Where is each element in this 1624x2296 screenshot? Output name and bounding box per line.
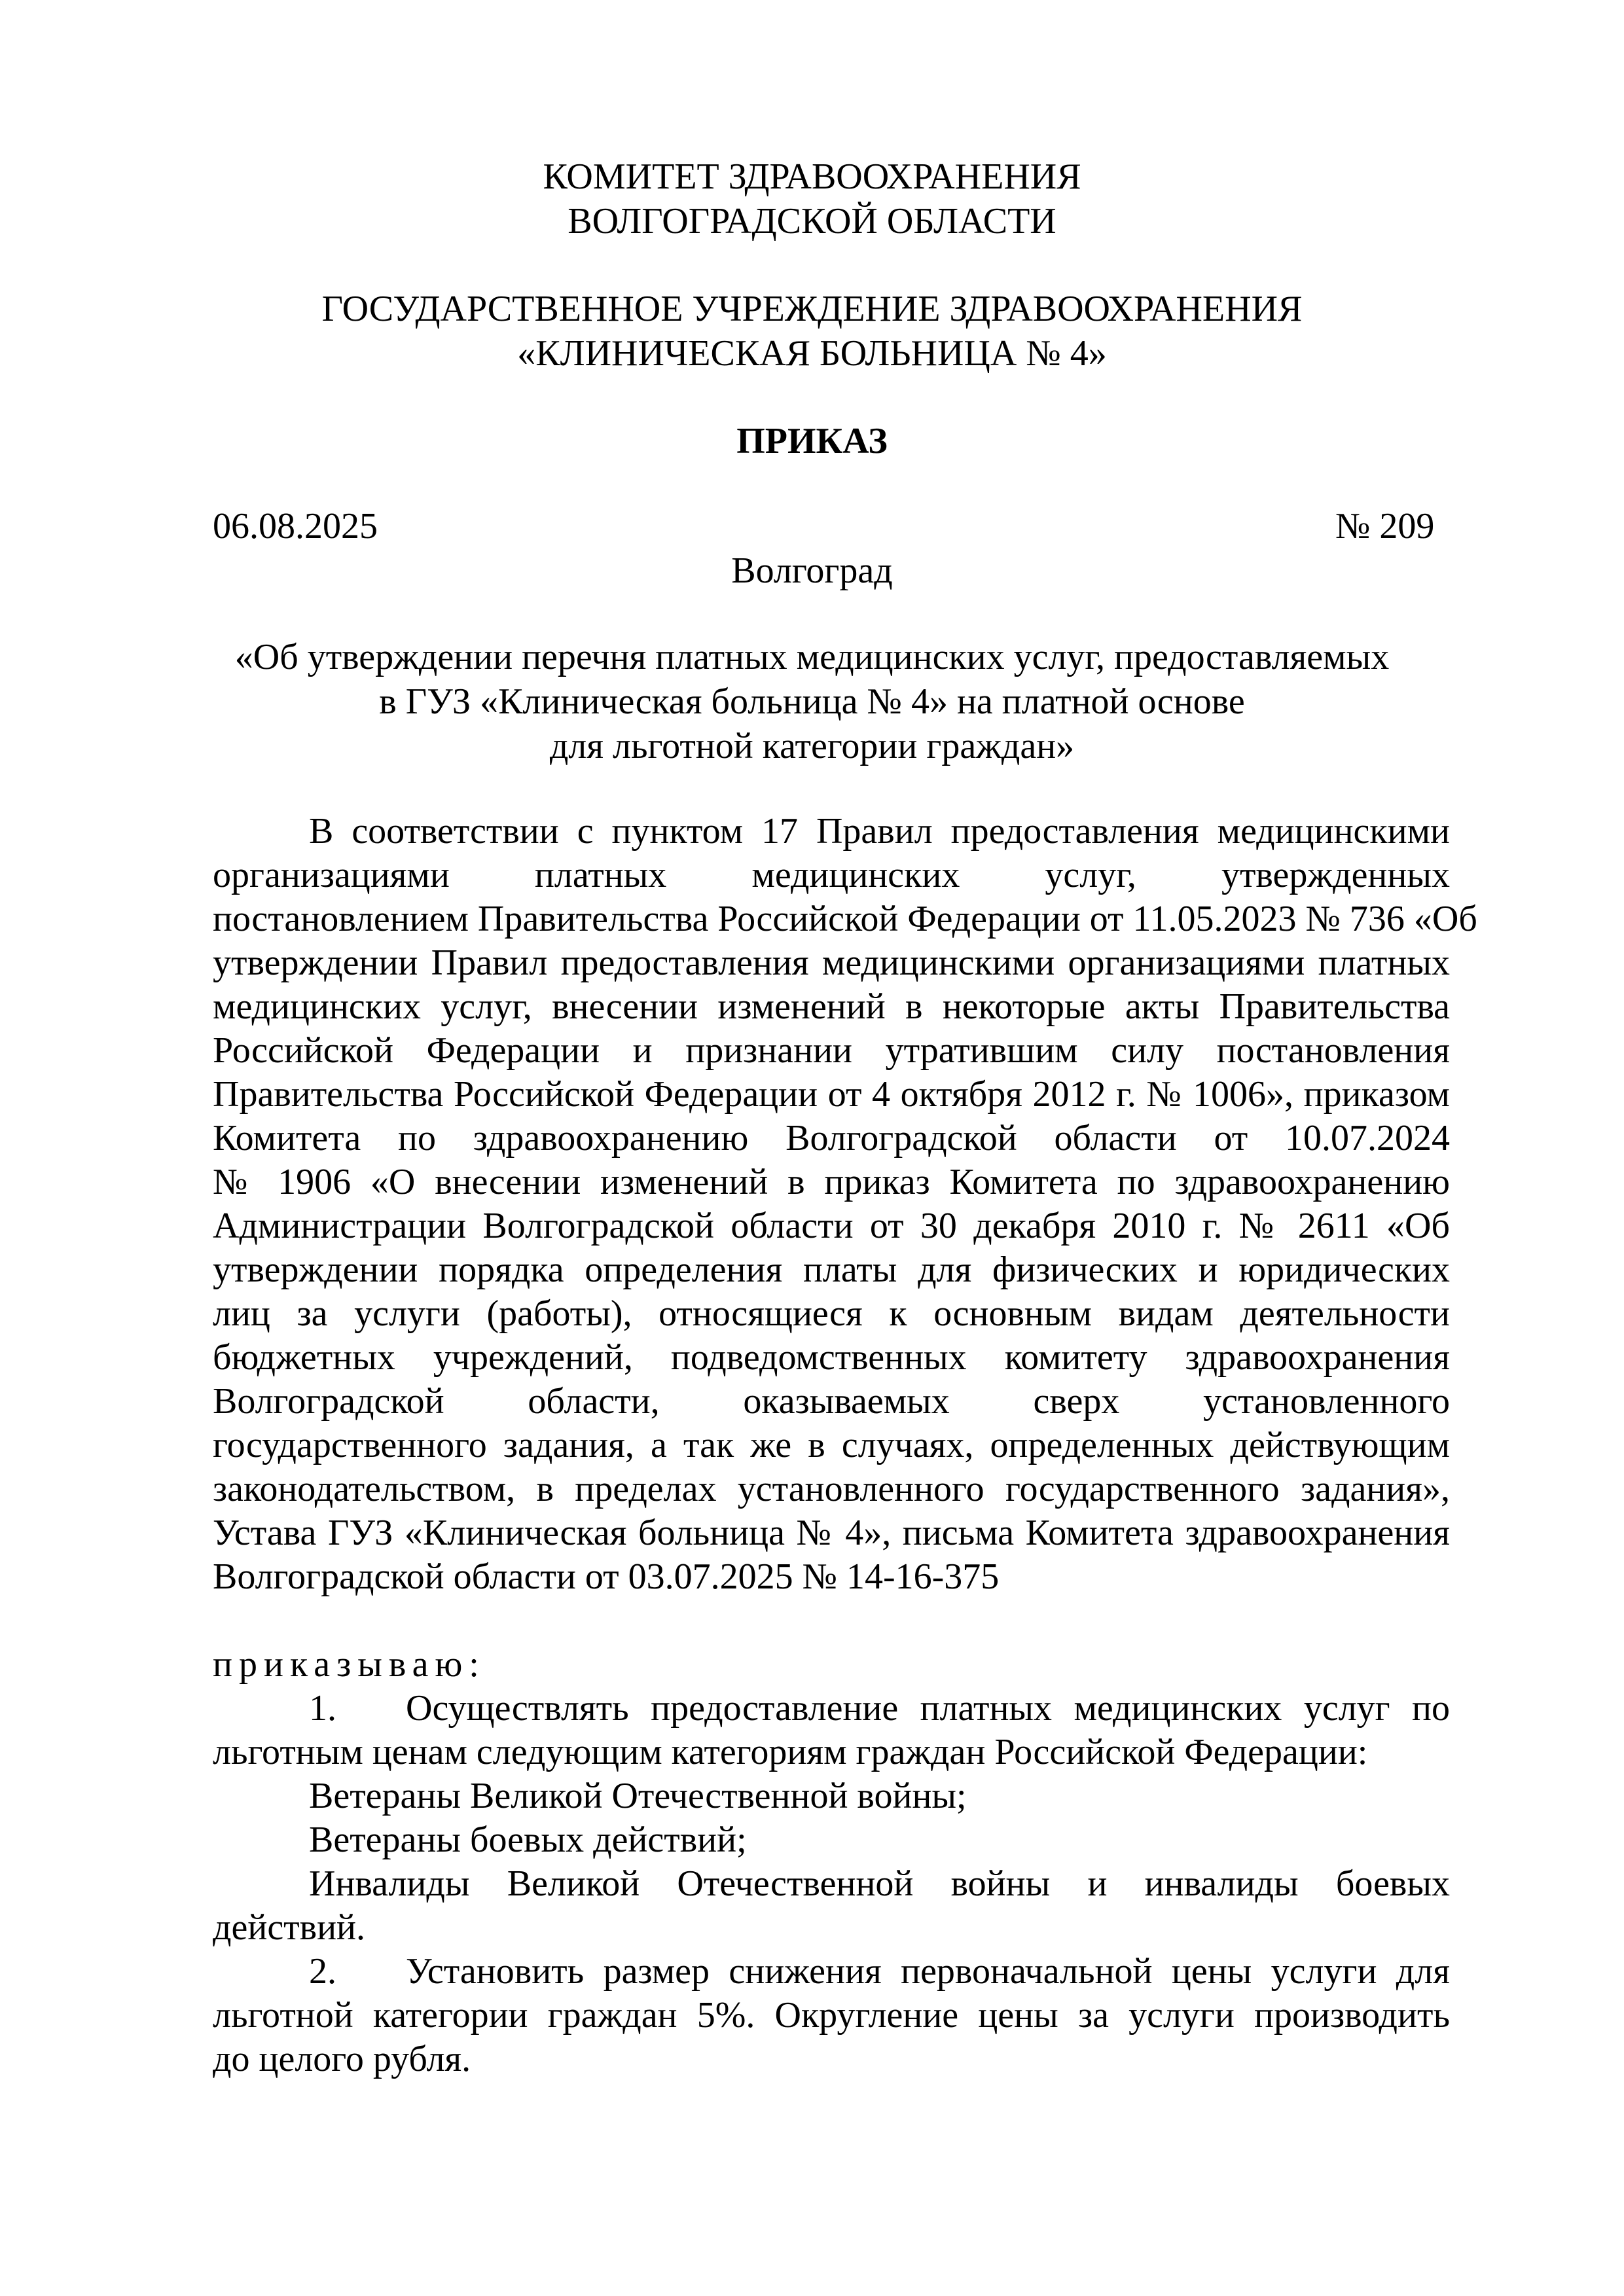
beneficiary-category: Инвалиды Великой Отечественной войны и инвалиды боевых — [309, 1863, 1450, 1904]
document-date: 06.08.2025 — [213, 506, 378, 547]
preamble-line: Правительства Российской Федерации от 4 октября 2012 г. № 1006», приказом — [213, 1074, 1450, 1115]
preamble-line: Волгоградской области от 03.07.2025 № 14-16-375 — [213, 1556, 1000, 1597]
order-item-text: льготным ценам следующим категориям граждан Российской Федерации: — [213, 1732, 1368, 1772]
title-line-2: в ГУЗ «Клиническая больница № 4» на платной основе — [379, 681, 1245, 722]
preamble-line: утверждении порядка определения платы для физических и юридических — [213, 1249, 1450, 1290]
order-verb: приказываю: — [213, 1644, 486, 1685]
title-line-3: для льготной категории граждан» — [549, 726, 1075, 766]
preamble-line: Российской Федерации и признании утратившим силу постановления — [213, 1030, 1450, 1071]
beneficiary-category: Ветераны Великой Отечественной войны; — [309, 1776, 967, 1816]
preamble-line: постановлением Правительства Российской Федерации от 11.05.2023 № 736 «Об — [213, 899, 1477, 939]
institution-line-1: ГОСУДАРСТВЕННОЕ УЧРЕЖДЕНИЕ ЗДРАВООХРАНЕНИЯ — [321, 289, 1303, 329]
preamble-line: Волгоградской области, оказываемых сверх установленного — [213, 1381, 1450, 1422]
preamble-line: государственного задания, а так же в случаях, определенных действующим — [213, 1425, 1450, 1465]
order-item-number: 2. — [309, 1951, 336, 1992]
institution-line-2: «КЛИНИЧЕСКАЯ БОЛЬНИЦА № 4» — [517, 333, 1107, 374]
document-type: ПРИКАЗ — [736, 421, 888, 461]
preamble-line: Комитета по здравоохранению Волгоградской области от 10.07.2024 — [213, 1118, 1450, 1158]
preamble-line: утверждении Правил предоставления медицинскими организациями платных — [213, 942, 1450, 983]
order-item-text: Установить размер снижения первоначальной цены услуги для — [406, 1951, 1450, 1992]
preamble-line: Устава ГУЗ «Клиническая больница № 4», письма Комитета здравоохранения — [213, 1513, 1450, 1553]
preamble-line: В соответствии с пунктом 17 Правил предоставления медицинскими — [309, 811, 1450, 852]
order-item-number: 1. — [309, 1688, 336, 1729]
committee-line-1: КОМИТЕТ ЗДРАВООХРАНЕНИЯ — [543, 156, 1081, 197]
preamble-line: медицинских услуг, внесении изменений в некоторые акты Правительства — [213, 986, 1450, 1027]
beneficiary-category: Ветераны боевых действий; — [309, 1820, 747, 1860]
preamble-line: бюджетных учреждений, подведомственных комитету здравоохранения — [213, 1337, 1450, 1378]
order-item-text: Осуществлять предоставление платных медицинских услуг по — [406, 1688, 1450, 1729]
preamble-line: лиц за услуги (работы), относящиеся к основным видам деятельности — [213, 1293, 1450, 1334]
order-item-text: льготной категории граждан 5%. Округление цены за услуги производить — [213, 1995, 1450, 2036]
preamble-line: Администрации Волгоградской области от 30 декабря 2010 г. № 2611 «Об — [213, 1206, 1450, 1246]
document-number: № 209 — [1335, 506, 1435, 547]
preamble-line: законодательством, в пределах установленного государственного задания», — [213, 1469, 1450, 1509]
order-item-text: до целого рубля. — [213, 2039, 471, 2079]
document-city: Волгоград — [731, 550, 893, 591]
title-line-1: «Об утверждении перечня платных медицинских услуг, предоставляемых — [234, 637, 1390, 677]
beneficiary-category-continued: действий. — [213, 1907, 366, 1948]
preamble-line: организациями платных медицинских услуг, утвержденных — [213, 855, 1450, 895]
preamble-line: № 1906 «О внесении изменений в приказ Комитета по здравоохранению — [213, 1162, 1450, 1202]
committee-line-2: ВОЛГОГРАДСКОЙ ОБЛАСТИ — [568, 201, 1056, 242]
